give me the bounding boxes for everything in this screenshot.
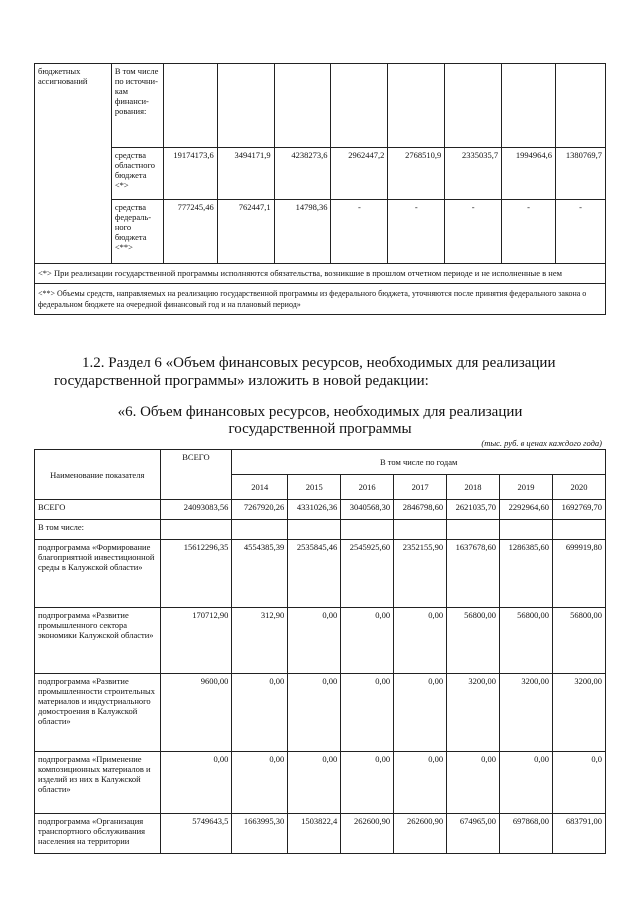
year-header: 2016 [341, 475, 394, 500]
footnote-1: <*> При реализации государственной программы исполняются обязательства, возникшие в прошлом отчетном периоде и не исполненные в нем [35, 264, 606, 284]
total-row: ВСЕГО 24093083,56 7267920,26 4331026,36 3040568,30 2846798,60 2621035,70 2292964,60 1692769,70 [35, 500, 606, 520]
unit-note: (тыс. руб. в ценах каждого года) [481, 438, 602, 448]
table-row: подпрограмма «Организация транспортного обслуживания населения на территории 5749643,5 1663995,30 1503822,4 262600,90 262600,90 674965,00 697868,00 683791,00 [35, 814, 606, 854]
finance-table [34, 449, 606, 854]
table-row: средства федераль-ного бюджета <**> 777245,46 762447,1 14798,36 - - - - - [35, 200, 606, 264]
top-funding-table [34, 63, 606, 315]
header-by-year: В том числе по годам [232, 450, 606, 475]
section-title: «6. Объем финансовых ресурсов, необходимых для реализации государственной программы [117, 404, 523, 437]
amendment-paragraph: 1.2. Раздел 6 «Объем финансовых ресурсов, необходимых для реализации государственной программы» изложить в новой редакции: [54, 355, 556, 389]
sources-label: В том числе по источни-кам финанси-рования: [111, 64, 163, 148]
year-header: 2019 [500, 475, 553, 500]
footnote-2: <**> Объемы средств, направляемых на реализацию государственной программы из федерального бюджета, уточняются после принятия федерального закона о федеральном бюджете на очередной финансовый год и на плановый период» [35, 284, 606, 315]
year-header: 2014 [232, 475, 288, 500]
header-indicator: Наименование показателя [35, 450, 161, 500]
year-header: 2020 [552, 475, 605, 500]
table-row: подпрограмма «Развитие промышленного сектора экономики Калужской области» 170712,90 312,90 0,00 0,00 0,00 56800,00 56800,00 56800,00 [35, 608, 606, 674]
budget-allocations-label: бюджетных ассигнований [35, 64, 112, 264]
including-label: В том числе: [35, 520, 161, 540]
table-row: подпрограмма «Формирование благоприятной инвестиционной среды в Калужской области» 15612296,35 4554385,39 2535845,46 2545925,60 2352155,90 1637678,60 1286385,60 699919,80 [35, 540, 606, 608]
table-row: подпрограмма «Развитие промышленности строительных материалов и индустриального домостроения в Калужской области» 9600,00 0,00 0,00 0,00 0,00 3200,00 3200,00 3200,00 [35, 674, 606, 752]
year-header: 2017 [394, 475, 447, 500]
table-row: подпрограмма «Применение композиционных материалов и изделий из них в Калужской области» 0,00 0,00 0,00 0,00 0,00 0,00 0,00 0,0 [35, 752, 606, 814]
table-row: средства областного бюджета <*> 19174173,6 3494171,9 4238273,6 2962447,2 2768510,9 2335035,7 1994964,6 1380769,7 [35, 148, 606, 200]
header-total: ВСЕГО [160, 450, 232, 500]
year-header: 2018 [447, 475, 500, 500]
year-header: 2015 [288, 475, 341, 500]
